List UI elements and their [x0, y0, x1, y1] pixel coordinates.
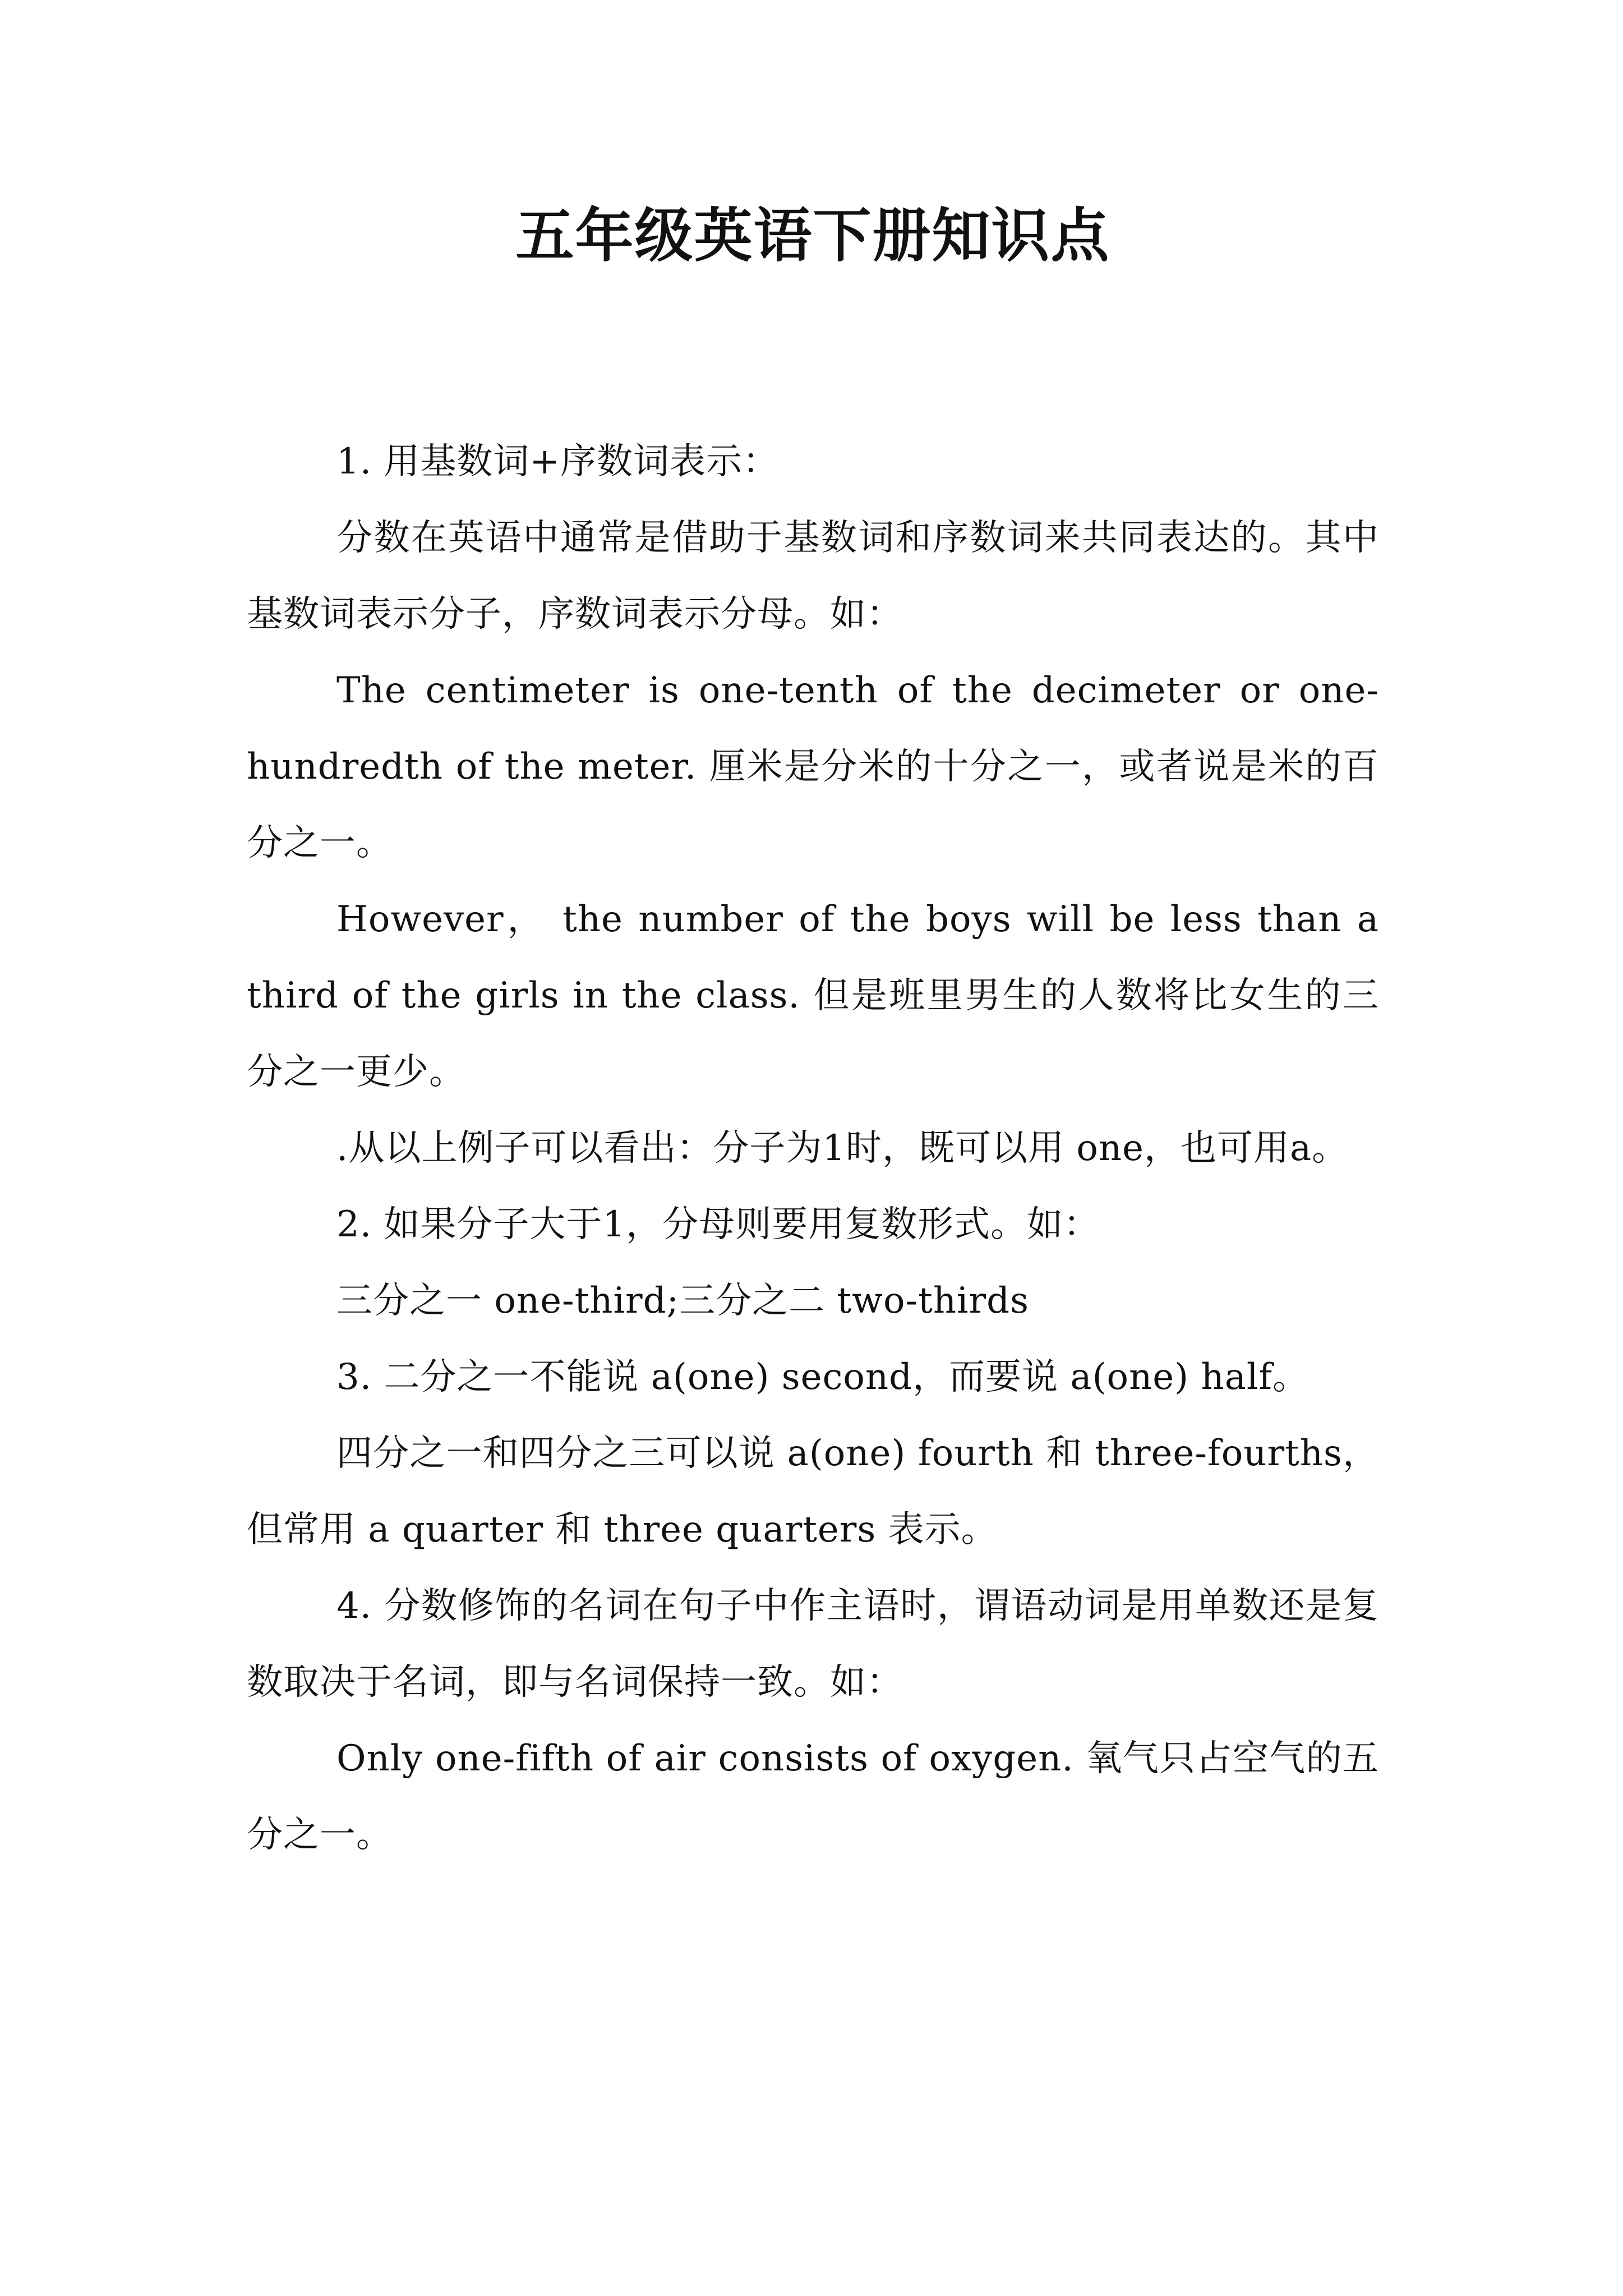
document-body [247, 424, 1379, 1873]
paragraph: 1. 用基数词+序数词表示： [336, 441, 780, 482]
paragraph: 4. 分数修饰的名词在句子中作主语时，谓语动词是用单数还是复数取决于名词，即与名词保持一致。如： [247, 1585, 1379, 1703]
paragraph: .从以上例子可以看出：分子为1时，既可以用 one，也可用a。 [336, 1128, 1349, 1169]
document-title: 五年级英语下册知识点 [515, 201, 1110, 270]
paragraph: 3. 二分之一不能说 a(one) second，而要说 a(one) half。 [336, 1356, 1310, 1398]
paragraph: 四分之一和四分之三可以说 a(one) fourth 和 three-fourths，但常用 a quarter 和 three quarters 表示。 [247, 1433, 1379, 1550]
paragraph: 分数在英语中通常是借助于基数词和序数词来共同表达的。其中基数词表示分子，序数词表示分母。如： [247, 517, 1379, 635]
paragraph: The centimeter is one-tenth of the decimeter or one-hundredth of the meter. 厘米是分米的十分之一，或者说是米的百分之一。 [247, 670, 1379, 864]
paragraph: However， the number of the boys will be less than a third of the girls in the class. 但是班里男生的人数将比女生的三分之一更少。 [247, 899, 1379, 1093]
paragraph: Only one-fifth of air consists of oxygen. 氧气只占空气的五分之一。 [247, 1738, 1379, 1856]
paragraph: 三分之一 one-third;三分之二 two-thirds [336, 1280, 1029, 1322]
paragraph: 2. 如果分子大于1，分母则要用复数形式。如： [336, 1204, 1100, 1245]
